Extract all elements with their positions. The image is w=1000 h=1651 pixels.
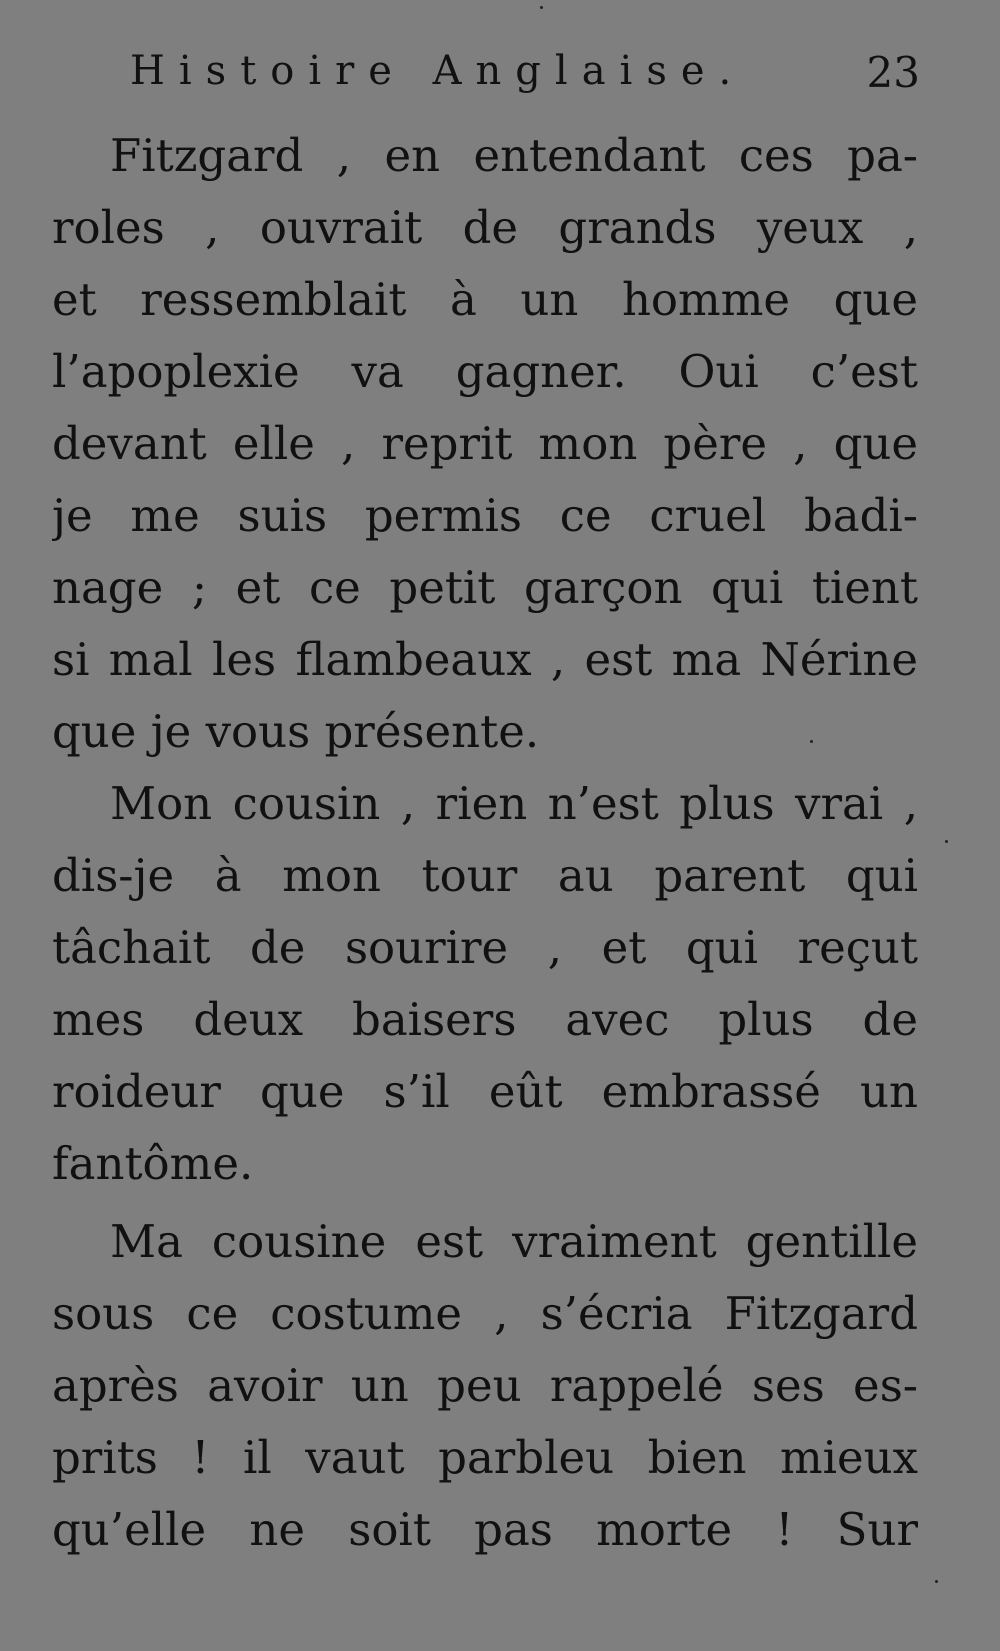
text-line: si mal les flambeaux , est ma Nérine	[52, 633, 918, 686]
text-line: Fitzgard , en entendant ces pa-	[110, 129, 918, 182]
ink-speck	[935, 1580, 938, 1583]
text-line: fantôme.	[52, 1137, 254, 1190]
text-line: prits ! il vaut parbleu bien mieux	[52, 1431, 918, 1484]
text-line: dis-je à mon tour au parent qui	[52, 849, 918, 902]
text-line: mes deux baisers avec plus de	[52, 993, 918, 1046]
body-text	[52, 120, 918, 1566]
text-line: tâchait de sourire , et qui reçut	[52, 921, 918, 974]
text-line: Mon cousin , rien n’est plus vrai ,	[110, 777, 918, 830]
text-line: roles , ouvrait de grands yeux ,	[52, 201, 918, 254]
text-line: je me suis permis ce cruel badi-	[52, 489, 918, 542]
paragraph-3	[52, 1206, 918, 1566]
text-line: devant elle , reprit mon père , que	[52, 417, 918, 470]
paragraph-2	[52, 768, 918, 1200]
text-line: nage ; et ce petit garçon qui tient	[52, 561, 918, 614]
text-line: l’apoplexie va gagner. Oui c’est	[52, 345, 918, 398]
text-line: sous ce costume , s’écria Fitzgard	[52, 1287, 918, 1340]
text-line: que je vous présente.	[52, 705, 540, 758]
paragraph-1	[52, 120, 918, 768]
ink-speck	[945, 840, 948, 843]
ink-speck	[810, 740, 813, 743]
ink-speck	[540, 6, 543, 9]
text-line: après avoir un peu rappelé ses es-	[52, 1359, 918, 1412]
running-title: Histoire Anglaise.	[130, 48, 746, 94]
text-line: et ressemblait à un homme que	[52, 273, 918, 326]
text-line: Ma cousine est vraiment gentille	[110, 1215, 918, 1268]
page-number: 23	[866, 48, 920, 97]
running-header	[130, 48, 920, 108]
text-line: qu’elle ne soit pas morte ! Sur	[52, 1503, 918, 1556]
text-line: roideur que s’il eût embrassé un	[52, 1065, 918, 1118]
